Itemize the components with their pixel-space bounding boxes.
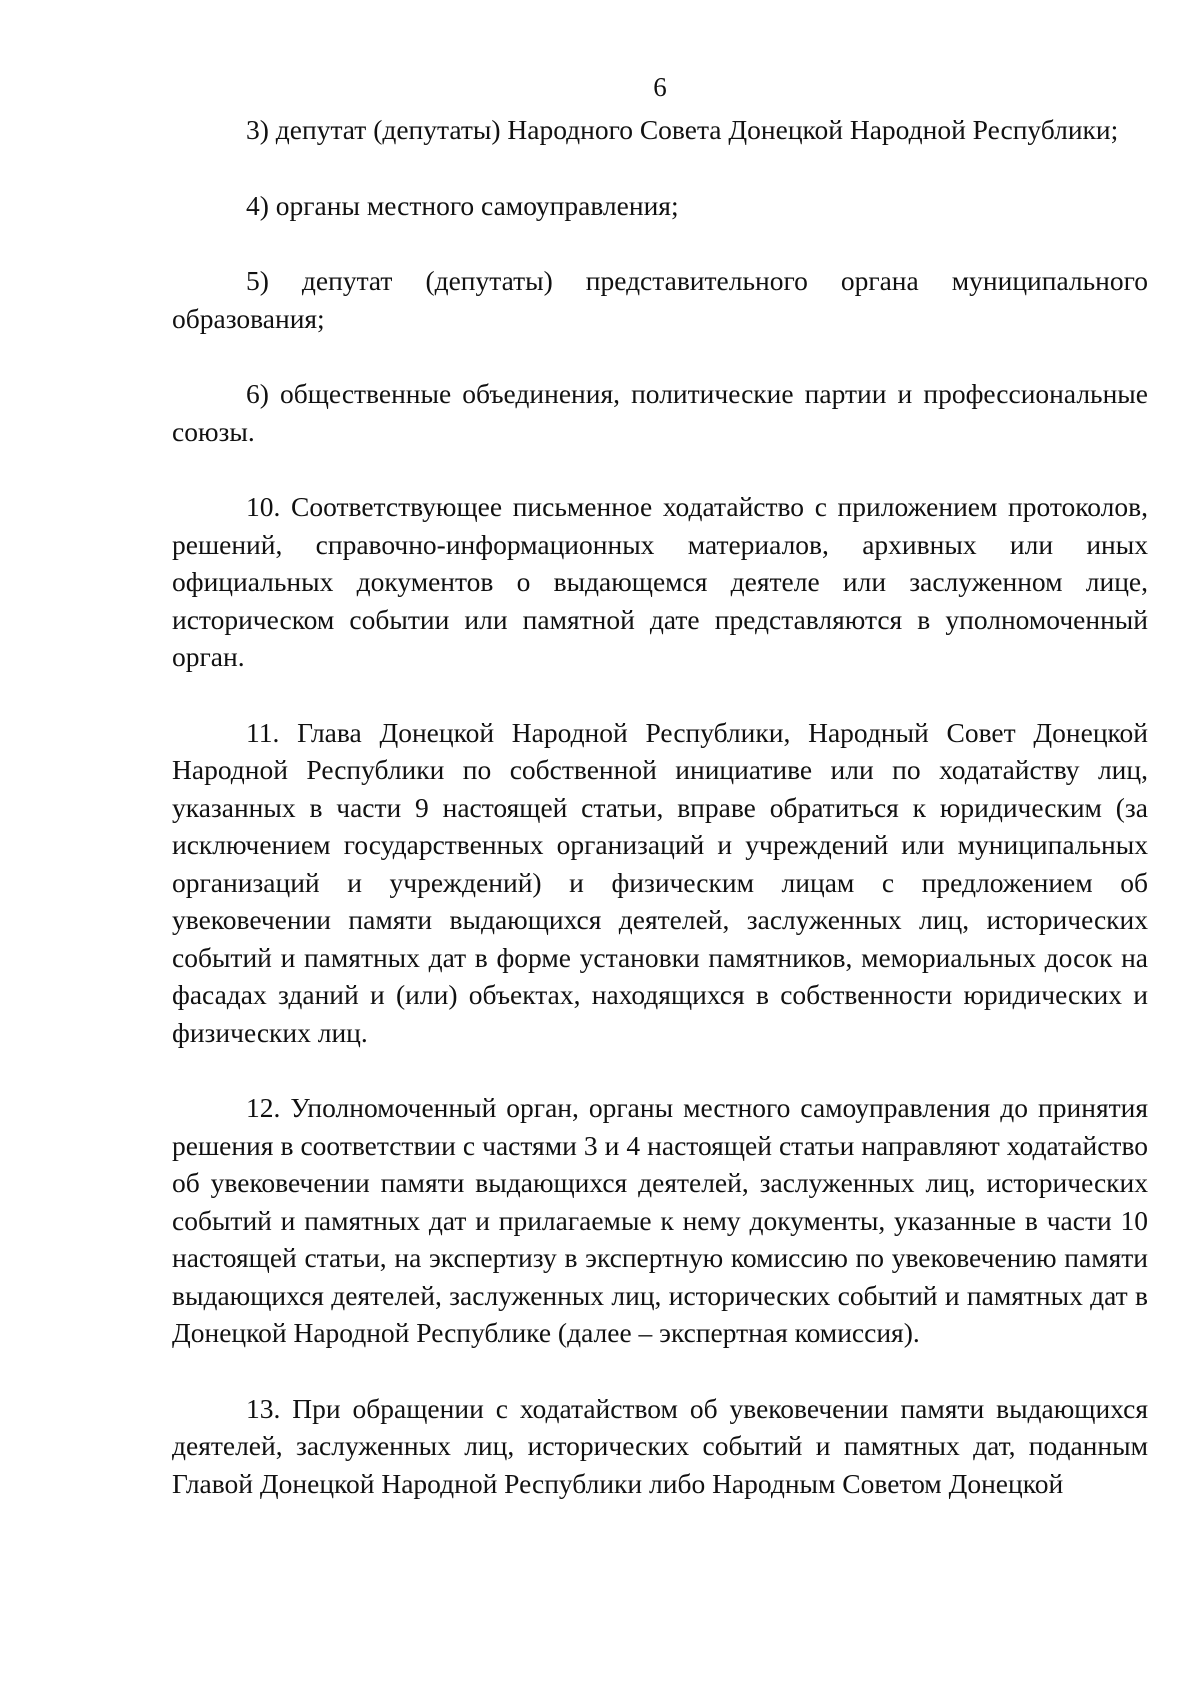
paragraph-part-11: 11. Глава Донецкой Народной Республики, Народный Совет Донецкой Народной Республики по собственной инициативе или по ходатайству лиц, указанных в части 9 настоящей статьи, вправе обратиться к юридическим (за исключением государственных организаций и учреждений или муниципальных организаций и учреждений) и физическим лицам с предложением об увековечении памяти выдающихся деятелей, заслуженных лиц, исторических событий и памятных дат в форме установки памятников, мемориальных досок на фасадах зданий и (или) объектах, находящихся в собственности юридических и физических лиц. bbox=[172, 716, 1148, 1048]
document-body bbox=[172, 111, 1148, 1502]
page-number: 6 bbox=[653, 72, 667, 102]
paragraph-item-6: 6) общественные объединения, политические партии и профессиональные союзы. bbox=[172, 378, 1148, 447]
paragraph-item-3: 3) депутат (депутаты) Народного Совета Донецкой Народной Республики; bbox=[246, 114, 1119, 145]
paragraph-item-4: 4) органы местного самоуправления; bbox=[246, 189, 679, 221]
paragraph-item-5: 5) депутат (депутаты) представительного органа муниципального образования; bbox=[172, 265, 1148, 334]
paragraph-part-10: 10. Соответствующее письменное ходатайство с приложением протоколов, решений, справочно-информационных материалов, архивных или иных официальных документов о выдающемся деятеле или заслуженном лице, историческом событии или памятной дате представляются в уполномоченный орган. bbox=[172, 491, 1148, 672]
paragraph-part-13: 13. При обращении с ходатайством об увековечении памяти выдающихся деятелей, заслуженных лиц, исторических событий и памятных дат, поданным Главой Донецкой Народной Республики либо Народным Советом Донецкой bbox=[172, 1392, 1148, 1499]
paragraph-part-12: 12. Уполномоченный орган, органы местного самоуправления до принятия решения в соответствии с частями 3 и 4 настоящей статьи направляют ходатайство об увековечении памяти выдающихся деятелей, заслуженных лиц, исторических событий и памятных дат и прилагаемые к нему документы, указанные в части 10 настоящей статьи, на экспертизу в экспертную комиссию по увековечению памяти выдающихся деятелей, заслуженных лиц, исторических событий и памятных дат в Донецкой Народной Республике (далее – экспертная комиссия). bbox=[172, 1092, 1148, 1348]
